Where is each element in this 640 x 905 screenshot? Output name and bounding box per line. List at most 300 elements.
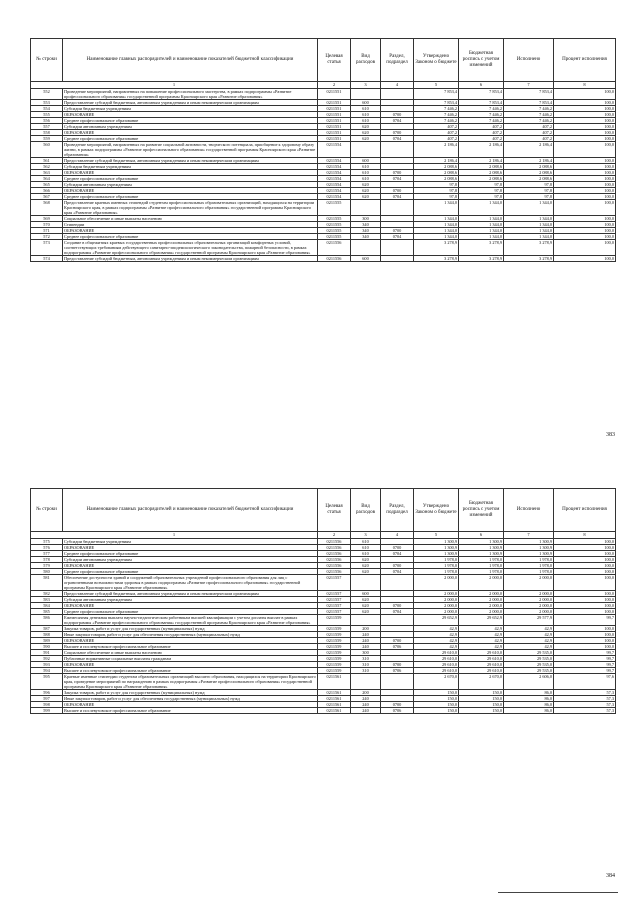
percent-executed: 100,0 <box>554 557 616 563</box>
section <box>381 256 414 262</box>
row-name: Предоставление субсидий бюджетным, автономным учреждениям и иным некоммерческим организациям <box>63 100 318 106</box>
percent-executed: 100,0 <box>554 182 616 188</box>
target-article: 0211551 <box>318 118 351 124</box>
approved-amount: 150,0 <box>414 702 459 708</box>
executed-amount: 2 000,0 <box>504 603 554 609</box>
row-name: Предоставление субсидий бюджетным, автономным учреждениям и иным некоммерческим организациям <box>63 591 318 597</box>
executed-amount: 2 000,0 <box>504 591 554 597</box>
approved-amount: 42,9 <box>414 626 459 632</box>
percent-executed: 100,0 <box>554 609 616 615</box>
budget-list-amount: 150,0 <box>459 708 504 714</box>
target-article: 0211556 <box>318 545 351 551</box>
row-name: Среднее профессиональное образование <box>63 194 318 200</box>
budget-list-amount: 42,9 <box>459 626 504 632</box>
expense-type: 620 <box>351 569 381 575</box>
row-number: 590 <box>31 644 63 650</box>
target-article: 0211557 <box>318 591 351 597</box>
header-percent: Процент исполнения <box>554 489 616 532</box>
row-number: 591 <box>31 650 63 656</box>
target-article: 0211561 <box>318 696 351 702</box>
executed-amount: 2 088,6 <box>504 164 554 170</box>
section <box>381 200 414 216</box>
target-article: 0211554 <box>318 164 351 170</box>
section: 0704 <box>381 569 414 575</box>
budget-list-amount: 2 088,6 <box>459 164 504 170</box>
row-name: Субсидии бюджетным учреждениям <box>63 164 318 170</box>
percent-executed: 100,0 <box>554 644 616 650</box>
target-article: 0211561 <box>318 702 351 708</box>
row-number: 561 <box>31 158 63 164</box>
budget-list-amount: 42,9 <box>459 644 504 650</box>
budget-page-383 <box>30 38 615 438</box>
budget-list-amount: 1 978,0 <box>459 557 504 563</box>
approved-amount: 1 344,0 <box>414 200 459 216</box>
executed-amount: 2 000,0 <box>504 609 554 615</box>
row-number: 586 <box>31 615 63 626</box>
target-article: 0211559 <box>318 638 351 644</box>
target-article: 0211559 <box>318 662 351 668</box>
row-name: Среднее профессиональное образование <box>63 176 318 182</box>
budget-list-amount: 7 446,2 <box>459 112 504 118</box>
executed-amount: 2 088,6 <box>504 176 554 182</box>
approved-amount: 1 978,0 <box>414 563 459 569</box>
target-article: 0211551 <box>318 100 351 106</box>
table-body-page-2 <box>31 539 616 714</box>
row-name: Среднее профессиональное образование <box>63 118 318 124</box>
row-number: 593 <box>31 662 63 668</box>
target-article: 0211554 <box>318 176 351 182</box>
percent-executed: 100,0 <box>554 176 616 182</box>
section: 0700 <box>381 170 414 176</box>
executed-amount: 1 344,0 <box>504 222 554 228</box>
percent-executed: 100,0 <box>554 170 616 176</box>
percent-executed: 99,7 <box>554 656 616 662</box>
approved-amount: 3 278,9 <box>414 240 459 256</box>
target-article: 0211559 <box>318 626 351 632</box>
approved-amount: 1 300,9 <box>414 545 459 551</box>
header-approved: Утверждено Законом о бюджете <box>414 489 459 532</box>
percent-executed: 100,0 <box>554 563 616 569</box>
budget-list-amount: 2 000,0 <box>459 609 504 615</box>
row-name: Среднее профессиональное образование <box>63 136 318 142</box>
row-name: Иные закупки товаров, работ и услуг для обеспечения государственных (муниципальных) нужд <box>63 632 318 638</box>
budget-list-amount: 1 978,0 <box>459 563 504 569</box>
approved-amount: 2 000,0 <box>414 575 459 591</box>
header-target-article: Целевая статья <box>318 489 351 532</box>
approved-amount: 2 186,4 <box>414 142 459 158</box>
expense-type: 610 <box>351 539 381 545</box>
section: 0706 <box>381 668 414 674</box>
percent-executed: 100,0 <box>554 142 616 158</box>
section: 0700 <box>381 545 414 551</box>
expense-type: 340 <box>351 222 381 228</box>
percent-executed: 100,0 <box>554 575 616 591</box>
approved-amount: 29 610,0 <box>414 656 459 662</box>
budget-list-amount: 1 344,0 <box>459 222 504 228</box>
column-number: 3 <box>351 532 381 539</box>
percent-executed: 100,0 <box>554 591 616 597</box>
approved-amount: 42,9 <box>414 644 459 650</box>
row-name: Обеспечение доступности зданий и сооружений образовательных учреждений профессионального образования для лиц с ограниченными возможностями здоровья в рамках подпрограммы «Развитие профессионального образования» государственной программы Красноярского края «Развитие образования» <box>63 575 318 591</box>
approved-amount: 29 610,0 <box>414 662 459 668</box>
executed-amount: 2 186,4 <box>504 158 554 164</box>
footer-rule <box>498 892 618 893</box>
executed-amount: 2 000,0 <box>504 575 554 591</box>
target-article: 0211559 <box>318 650 351 656</box>
executed-amount: 407,2 <box>504 124 554 130</box>
target-article: 0211551 <box>318 124 351 130</box>
budget-list-amount: 29 610,0 <box>459 662 504 668</box>
approved-amount: 7 853,4 <box>414 89 459 100</box>
approved-amount: 1 344,0 <box>414 216 459 222</box>
row-number: 582 <box>31 591 63 597</box>
row-number: 579 <box>31 563 63 569</box>
target-article: 0211551 <box>318 89 351 100</box>
executed-amount: 86,0 <box>504 702 554 708</box>
row-number: 577 <box>31 551 63 557</box>
expense-type: 620 <box>351 182 381 188</box>
row-number: 587 <box>31 626 63 632</box>
column-number: 8 <box>554 532 616 539</box>
row-name: ОБРАЗОВАНИЕ <box>63 702 318 708</box>
column-number: 4 <box>381 532 414 539</box>
target-article: 0211554 <box>318 170 351 176</box>
executed-amount: 1 344,0 <box>504 234 554 240</box>
budget-list-amount: 2 186,4 <box>459 158 504 164</box>
row-number: 592 <box>31 656 63 662</box>
executed-amount: 1 300,9 <box>504 545 554 551</box>
percent-executed: 100,0 <box>554 551 616 557</box>
budget-list-amount: 407,2 <box>459 130 504 136</box>
row-number: 553 <box>31 100 63 106</box>
row-name: Среднее профессиональное образование <box>63 609 318 615</box>
budget-list-amount: 2 088,6 <box>459 176 504 182</box>
column-number: 1 <box>31 532 318 539</box>
budget-list-amount: 7 853,4 <box>459 89 504 100</box>
row-number: 570 <box>31 222 63 228</box>
approved-amount: 2 088,6 <box>414 164 459 170</box>
approved-amount: 42,9 <box>414 638 459 644</box>
target-article: 0211557 <box>318 609 351 615</box>
expense-type <box>351 200 381 216</box>
budget-list-amount: 29 610,0 <box>459 656 504 662</box>
expense-type: 620 <box>351 194 381 200</box>
percent-executed: 99,7 <box>554 668 616 674</box>
section: 0704 <box>381 194 414 200</box>
percent-executed: 100,0 <box>554 158 616 164</box>
row-name: Иные закупки товаров, работ и услуг для обеспечения государственных (муниципальных) нужд <box>63 696 318 702</box>
header-section: Раздел, подраздел <box>381 39 414 82</box>
row-name: Стипендии <box>63 222 318 228</box>
percent-executed: 100,0 <box>554 200 616 216</box>
budget-table-page-2 <box>30 488 616 714</box>
column-number: 2 <box>318 82 351 89</box>
column-number-row <box>31 82 616 89</box>
row-name: ОБРАЗОВАНИЕ <box>63 662 318 668</box>
expense-type: 310 <box>351 668 381 674</box>
row-number: 597 <box>31 696 63 702</box>
column-number: 7 <box>504 532 554 539</box>
table-row <box>31 89 616 100</box>
section: 0700 <box>381 702 414 708</box>
target-article: 0211557 <box>318 597 351 603</box>
column-number: 6 <box>459 532 504 539</box>
header-name: Наименование главных распорядителей и наименование показателей бюджетной классификации <box>63 39 318 82</box>
executed-amount: 7 853,4 <box>504 100 554 106</box>
expense-type: 340 <box>351 234 381 240</box>
row-name: Создание в общежитиях краевых государственных профессиональных образовательных организаций комфортных условий, соответствующих требованиям действующего санитарно-эпидемиологического законодательства, пожарной безопасности, в рамках подпрограммы «Развитие профессионального образования» государственной программы Красноярского края «Развитие образования» <box>63 240 318 256</box>
expense-type: 610 <box>351 545 381 551</box>
section: 0700 <box>381 228 414 234</box>
percent-executed: 100,0 <box>554 638 616 644</box>
budget-list-amount: 7 853,4 <box>459 100 504 106</box>
budget-list-amount: 3 278,9 <box>459 240 504 256</box>
budget-list-amount: 1 978,0 <box>459 569 504 575</box>
section: 0700 <box>381 188 414 194</box>
row-number: 581 <box>31 575 63 591</box>
percent-executed: 100,0 <box>554 194 616 200</box>
row-name: Социальное обеспечение и иные выплаты населению <box>63 650 318 656</box>
section: 0700 <box>381 638 414 644</box>
expense-type: 200 <box>351 626 381 632</box>
approved-amount: 2 088,6 <box>414 170 459 176</box>
percent-executed: 100,0 <box>554 164 616 170</box>
row-number: 556 <box>31 118 63 124</box>
row-name: ОБРАЗОВАНИЕ <box>63 112 318 118</box>
executed-amount: 86,0 <box>504 690 554 696</box>
budget-list-amount: 150,0 <box>459 702 504 708</box>
approved-amount: 7 446,2 <box>414 118 459 124</box>
budget-list-amount: 29 610,0 <box>459 668 504 674</box>
expense-type: 610 <box>351 118 381 124</box>
row-name: Краевые именные стипендии студентам образовательных организаций высшего образования, находящихся на территории Красноярского края, проведение мероприятий по награждению в рамках подпрограммы «Развитие профессионального образования» государственной программы Красноярского края «Развитие образования» <box>64 674 316 689</box>
table-header-row <box>31 39 616 82</box>
column-number: 5 <box>414 532 459 539</box>
column-number-row <box>31 532 616 539</box>
section: 0704 <box>381 136 414 142</box>
executed-amount: 1 344,0 <box>504 228 554 234</box>
row-number: 595 <box>31 674 63 690</box>
approved-amount: 2 000,0 <box>414 591 459 597</box>
approved-amount: 407,2 <box>414 136 459 142</box>
row-number: 584 <box>31 603 63 609</box>
row-name: ОБРАЗОВАНИЕ <box>63 603 318 609</box>
row-number: 559 <box>31 136 63 142</box>
row-name: ОБРАЗОВАНИЕ <box>63 638 318 644</box>
row-name: Социальное обеспечение и иные выплаты населению <box>63 216 318 222</box>
row-name: ОБРАЗОВАНИЕ <box>63 563 318 569</box>
target-article: 0211559 <box>318 668 351 674</box>
target-article: 0211556 <box>318 557 351 563</box>
table-row <box>31 575 616 591</box>
budget-page-384 <box>30 488 615 879</box>
row-name: Предоставление краевых именных стипендий студентам профессиональных образовательных организаций, находящихся на территории Красноярского края, в рамках подпрограммы «Развитие профессионального образования» государственной программы Красноярского края «Развитие образования» <box>63 200 318 216</box>
target-article: 0211556 <box>318 539 351 545</box>
row-number: 564 <box>31 176 63 182</box>
budget-list-amount: 42,9 <box>459 632 504 638</box>
table-row <box>31 142 616 158</box>
column-number: 4 <box>381 82 414 89</box>
percent-executed: 100,0 <box>554 545 616 551</box>
expense-type: 610 <box>351 164 381 170</box>
expense-type: 240 <box>351 696 381 702</box>
row-number: 572 <box>31 234 63 240</box>
percent-executed: 100,0 <box>554 603 616 609</box>
row-number: 588 <box>31 632 63 638</box>
approved-amount: 1 344,0 <box>414 234 459 240</box>
target-article: 0211556 <box>318 551 351 557</box>
column-number: 5 <box>414 82 459 89</box>
section: 0700 <box>381 130 414 136</box>
row-number: 598 <box>31 702 63 708</box>
row-number: 554 <box>31 106 63 112</box>
row-number: 558 <box>31 130 63 136</box>
budget-list-amount: 1 344,0 <box>459 216 504 222</box>
budget-list-amount: 1 344,0 <box>459 234 504 240</box>
table-row <box>31 615 616 626</box>
percent-executed: 100,0 <box>554 569 616 575</box>
row-number: 557 <box>31 124 63 130</box>
executed-amount: 42,9 <box>504 626 554 632</box>
row-number: 569 <box>31 216 63 222</box>
budget-list-amount: 7 446,2 <box>459 118 504 124</box>
percent-executed: 100,0 <box>554 89 616 100</box>
approved-amount: 1 344,0 <box>414 222 459 228</box>
section: 0700 <box>381 662 414 668</box>
row-number: 552 <box>31 89 63 100</box>
table-row <box>31 200 616 216</box>
target-article: 0211556 <box>318 240 351 256</box>
target-article: 0211559 <box>318 615 351 626</box>
row-name: ОБРАЗОВАНИЕ <box>63 228 318 234</box>
approved-amount: 1 344,0 <box>414 228 459 234</box>
section: 0704 <box>381 176 414 182</box>
approved-amount: 2 186,4 <box>414 158 459 164</box>
budget-list-amount: 150,0 <box>459 690 504 696</box>
page-number: 383 <box>606 432 615 438</box>
table-row <box>31 708 616 714</box>
budget-list-amount: 2 000,0 <box>459 591 504 597</box>
budget-list-amount: 97,8 <box>459 194 504 200</box>
approved-amount: 1 300,9 <box>414 551 459 557</box>
expense-type <box>351 89 381 100</box>
executed-amount: 7 853,4 <box>504 89 554 100</box>
target-article: 0211555 <box>318 234 351 240</box>
expense-type: 620 <box>351 124 381 130</box>
expense-type <box>351 615 381 626</box>
expense-type: 610 <box>351 106 381 112</box>
row-name: Закупка товаров, работ и услуг для государственных (муниципальных) нужд <box>63 626 318 632</box>
executed-amount: 1 978,0 <box>504 569 554 575</box>
row-name: Субсидии бюджетным учреждениям <box>63 539 318 545</box>
executed-amount: 407,2 <box>504 136 554 142</box>
header-row-number: № строки <box>31 39 63 82</box>
table-row <box>31 674 616 690</box>
row-name: Предоставление субсидий бюджетным, автономным учреждениям и иным некоммерческим организациям <box>63 256 318 262</box>
approved-amount: 2 088,6 <box>414 176 459 182</box>
approved-amount: 2 000,0 <box>414 609 459 615</box>
budget-list-amount: 2 088,6 <box>459 170 504 176</box>
row-number: 585 <box>31 609 63 615</box>
percent-executed: 57,3 <box>554 690 616 696</box>
budget-list-amount: 7 446,2 <box>459 106 504 112</box>
percent-executed: 100,0 <box>554 228 616 234</box>
row-number: 555 <box>31 112 63 118</box>
section: 0700 <box>381 112 414 118</box>
executed-amount: 7 446,2 <box>504 106 554 112</box>
row-name: Субсидии автономным учреждениям <box>63 182 318 188</box>
row-number: 573 <box>31 240 63 256</box>
header-expense-type: Вид расходов <box>351 489 381 532</box>
budget-list-amount: 2 000,0 <box>459 603 504 609</box>
expense-type: 600 <box>351 158 381 164</box>
row-number: 560 <box>31 142 63 158</box>
row-number: 575 <box>31 539 63 545</box>
expense-type: 300 <box>351 216 381 222</box>
budget-list-amount: 1 300,9 <box>459 539 504 545</box>
budget-list-amount: 1 300,9 <box>459 545 504 551</box>
approved-amount: 2 670,0 <box>414 674 459 690</box>
row-number: 599 <box>31 708 63 714</box>
section <box>381 142 414 158</box>
section: 0706 <box>381 708 414 714</box>
row-number: 567 <box>31 194 63 200</box>
header-expense-type: Вид расходов <box>351 39 381 82</box>
executed-amount: 97,8 <box>504 188 554 194</box>
table-header-row <box>31 489 616 532</box>
percent-executed: 57,3 <box>554 696 616 702</box>
approved-amount: 7 446,2 <box>414 112 459 118</box>
target-article: 0211555 <box>318 222 351 228</box>
percent-executed: 100,0 <box>554 106 616 112</box>
budget-list-amount: 97,8 <box>459 182 504 188</box>
row-number: 566 <box>31 188 63 194</box>
row-name: Ежемесячная денежная выплата научно-педагогическим работникам высшей квалификации с учетом доплаты выплат в рамках подпрограммы «Развитие профессионального образования» государственной программы Красноярского края «Развитие образования» <box>63 615 318 626</box>
row-name: Субсидии бюджетным учреждениям <box>63 106 318 112</box>
row-number: 594 <box>31 668 63 674</box>
header-budget-list: Бюджетная роспись с учетом изменений <box>459 489 504 532</box>
target-article: 0211554 <box>318 182 351 188</box>
percent-executed: 99,7 <box>554 615 616 626</box>
table-body-page-1 <box>31 89 616 262</box>
expense-type <box>351 142 381 158</box>
approved-amount: 150,0 <box>414 690 459 696</box>
executed-amount: 1 978,0 <box>504 557 554 563</box>
budget-list-amount: 2 186,4 <box>459 142 504 158</box>
target-article: 0211561 <box>318 708 351 714</box>
percent-executed: 100,0 <box>554 222 616 228</box>
target-article: 0211551 <box>318 106 351 112</box>
approved-amount: 29 610,0 <box>414 668 459 674</box>
header-name: Наименование главных распорядителей и наименование показателей бюджетной классификации <box>63 489 318 532</box>
executed-amount: 29 577,9 <box>504 615 554 626</box>
table-row <box>31 256 616 262</box>
target-article: 0211555 <box>318 216 351 222</box>
approved-amount: 29 610,0 <box>414 650 459 656</box>
executed-amount: 407,2 <box>504 130 554 136</box>
column-number: 1 <box>31 82 318 89</box>
executed-amount: 1 300,9 <box>504 551 554 557</box>
section <box>381 674 414 690</box>
column-number: 6 <box>459 82 504 89</box>
executed-amount: 7 446,2 <box>504 118 554 124</box>
row-number: 589 <box>31 638 63 644</box>
row-name: Проведение мероприятий, направленных на развитие социальной активности, творческого потенциала, приобщение к здоровому образу жизни, в рамках подпрограммы «Развитие профессионального образования» государственной программы Красноярского края «Развитие образования» <box>63 142 318 158</box>
expense-type: 300 <box>351 650 381 656</box>
target-article: 0211554 <box>318 188 351 194</box>
expense-type: 240 <box>351 632 381 638</box>
target-article: 0211554 <box>318 142 351 158</box>
